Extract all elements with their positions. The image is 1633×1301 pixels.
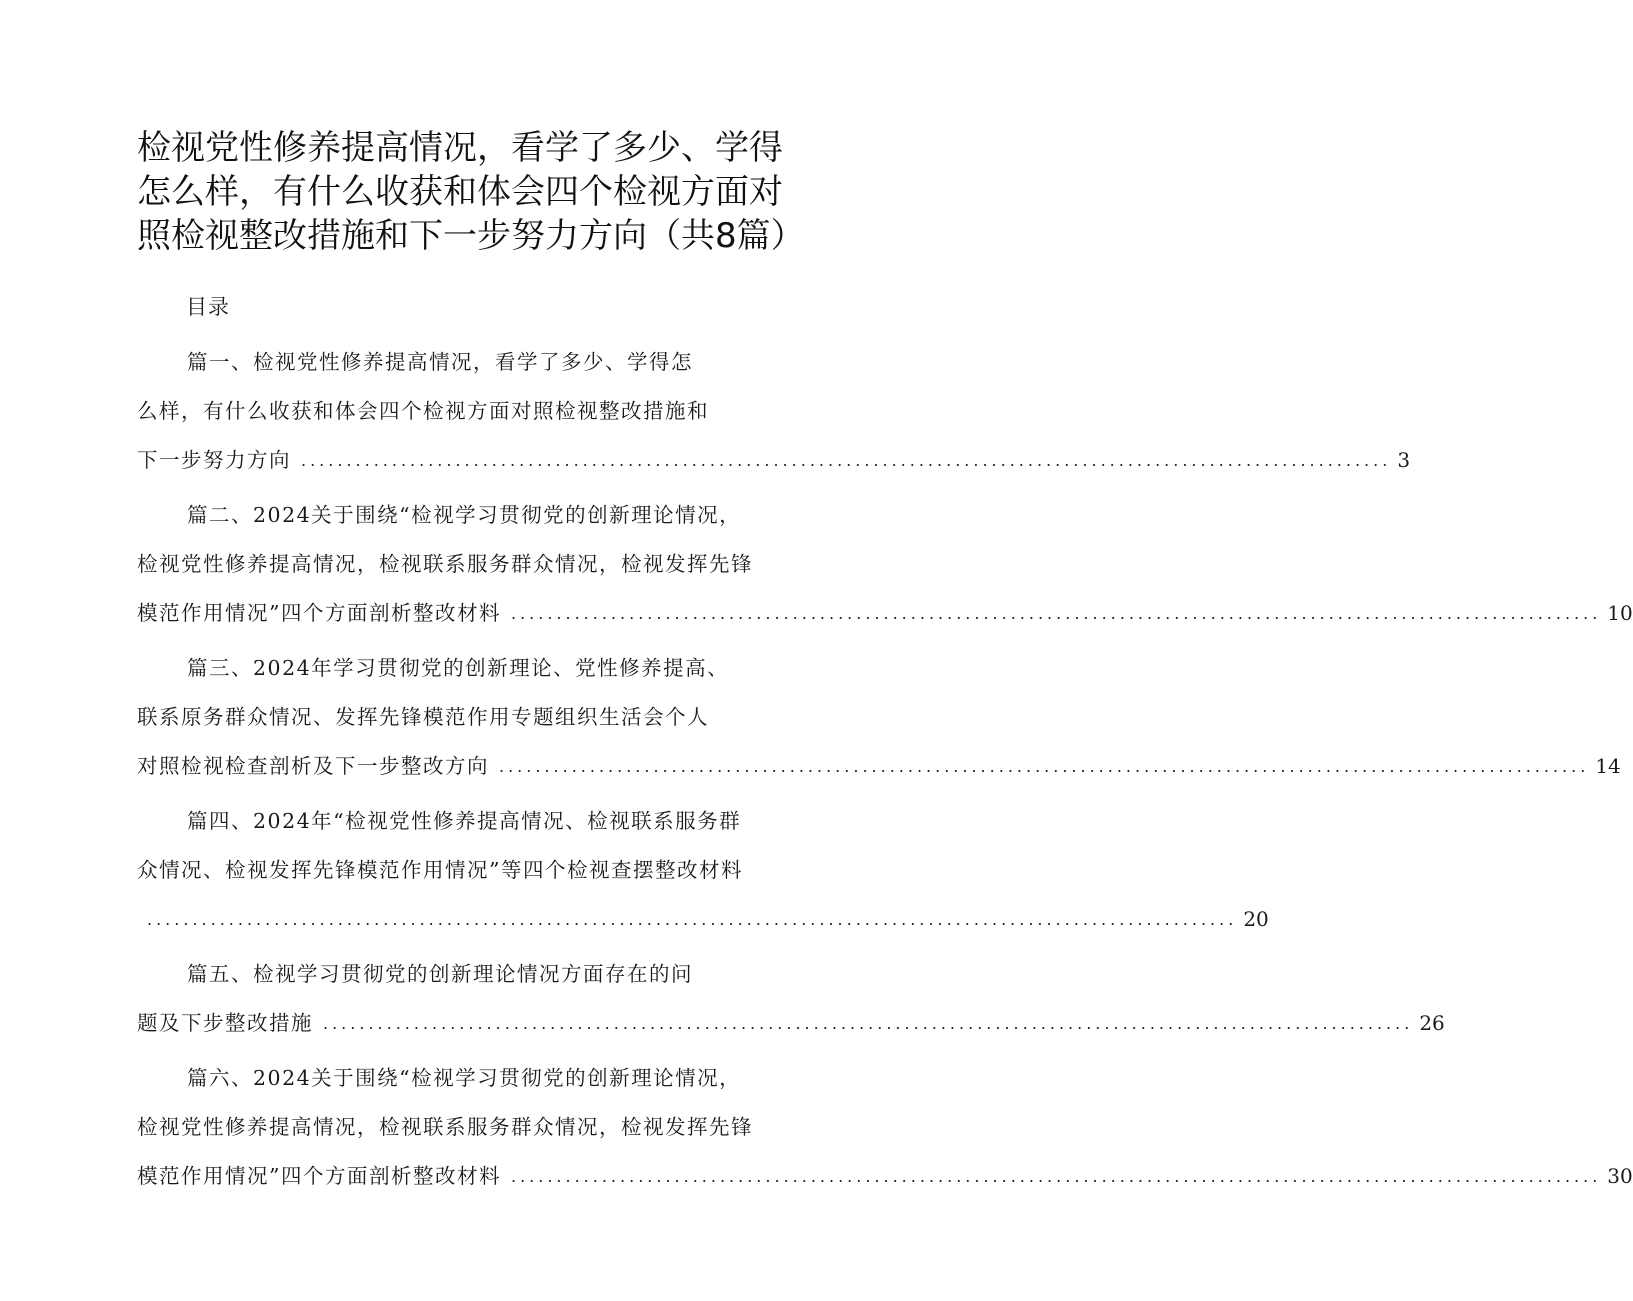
toc-entry-text: 模范作用情况”四个方面剖析整改材料 (137, 1164, 501, 1188)
toc-entry-line: 联系原务群众情况、发挥先锋模范作用专题组织生活会个人 (137, 705, 709, 729)
dot-leader: ........................................................................................................................ (147, 910, 1238, 929)
toc-entry-line: 众情况、检视发挥先锋模范作用情况”等四个检视查摆整改材料 (137, 858, 743, 882)
dot-leader: ........................................................................................................................ (301, 451, 1392, 470)
toc-entry-line: 篇五、检视学习贯彻党的创新理论情况方面存在的问 (187, 962, 693, 986)
toc-entry[interactable] (137, 338, 1411, 485)
table-of-contents (137, 338, 1633, 1207)
dot-leader: ........................................................................................................................ (499, 757, 1590, 776)
toc-entry-line (137, 589, 1633, 638)
toc-entry-text: 下一步努力方向 (137, 448, 291, 472)
toc-heading: 目录 (186, 295, 230, 319)
toc-entry-line: 篇四、2024年“检视党性修养提高情况、检视联系服务群 (187, 809, 742, 833)
dot-leader: ........................................................................................................................ (510, 1167, 1602, 1186)
toc-entry[interactable] (137, 950, 1445, 1048)
toc-entry-text: 对照检视检查剖析及下一步整改方向 (137, 754, 489, 778)
dot-leader: ........................................................................................................................ (510, 604, 1602, 623)
toc-entry-line: 篇一、检视党性修养提高情况，看学了多少、学得怎 (187, 350, 693, 374)
toc-entry[interactable] (137, 1054, 1633, 1201)
toc-entry-line: 篇二、2024关于围绕“检视学习贯彻党的创新理论情况， (187, 503, 742, 527)
toc-page-number: 10 (1607, 601, 1633, 625)
toc-page-number: 30 (1607, 1164, 1633, 1188)
toc-entry-text: 题及下步整改措施 (137, 1011, 313, 1035)
toc-entry-line: 检视党性修养提高情况，检视联系服务群众情况，检视发挥先锋 (137, 552, 753, 576)
document-title: 检视党性修养提高情况，看学了多少、学得怎么样，有什么收获和体会四个检视方面对照检视整改措施和下一步努力方向（共8篇） (137, 128, 805, 256)
toc-page-number: 3 (1397, 448, 1411, 472)
toc-page-number: 14 (1595, 754, 1621, 778)
toc-page-number: 26 (1419, 1011, 1445, 1035)
toc-entry-line (137, 1152, 1633, 1201)
toc-entry[interactable] (137, 644, 1621, 791)
toc-entry[interactable] (137, 797, 1269, 944)
dot-leader: ........................................................................................................................ (323, 1014, 1414, 1033)
toc-entry-text: 模范作用情况”四个方面剖析整改材料 (137, 601, 501, 625)
toc-entry-line: 篇六、2024关于围绕“检视学习贯彻党的创新理论情况， (187, 1066, 742, 1090)
toc-entry-line: 么样，有什么收获和体会四个检视方面对照检视整改措施和 (137, 399, 709, 423)
toc-entry-line (137, 895, 1269, 944)
toc-entry-line (137, 742, 1621, 791)
toc-entry-line: 篇三、2024年学习贯彻党的创新理论、党性修养提高、 (187, 656, 730, 680)
toc-entry[interactable] (137, 491, 1633, 638)
toc-entry-line: 检视党性修养提高情况，检视联系服务群众情况，检视发挥先锋 (137, 1115, 753, 1139)
toc-entry-line (137, 436, 1411, 485)
toc-entry-line (137, 999, 1445, 1048)
toc-page-number: 20 (1243, 907, 1269, 931)
